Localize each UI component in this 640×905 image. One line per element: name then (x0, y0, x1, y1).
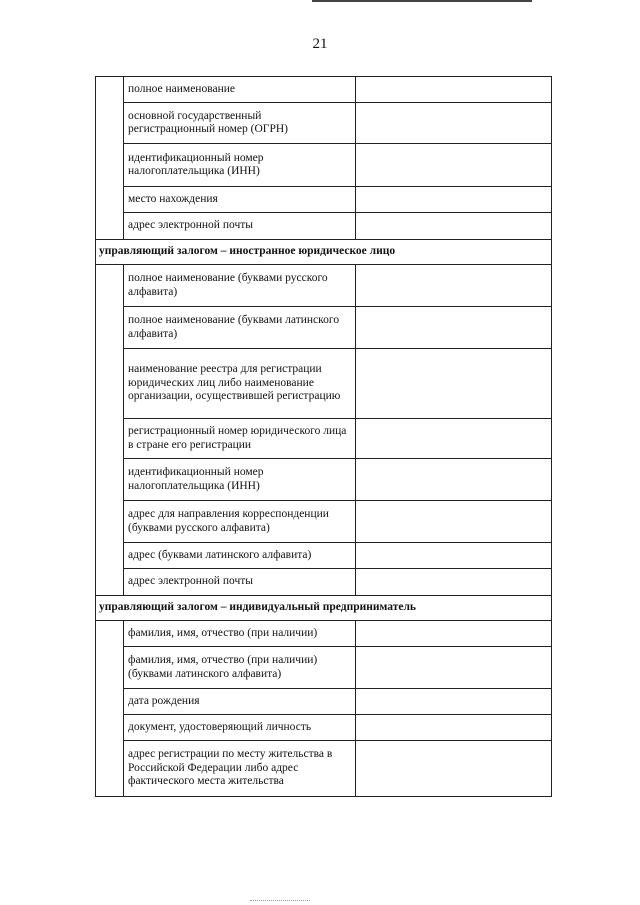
field-label: место нахождения (124, 187, 356, 213)
form-row (96, 77, 552, 103)
field-value[interactable] (356, 647, 552, 689)
section-heading-row (96, 240, 552, 265)
form-row (96, 647, 552, 689)
form-row (96, 741, 552, 797)
field-label: полное наименование (124, 77, 356, 103)
field-label: адрес регистрации по месту жительства в Российской Федерации либо адрес фактического места жительства (124, 741, 356, 797)
field-label: полное наименование (буквами русского алфавита) (124, 265, 356, 307)
form-body (96, 77, 552, 797)
field-label: полное наименование (буквами латинского алфавита) (124, 307, 356, 349)
form-row (96, 419, 552, 459)
field-label: идентификационный номер налогоплательщика (ИНН) (124, 459, 356, 501)
field-value[interactable] (356, 307, 552, 349)
form-row (96, 569, 552, 596)
field-label: фамилия, имя, отчество (при наличии) (124, 621, 356, 647)
group-indent-cell (96, 621, 124, 797)
field-value[interactable] (356, 569, 552, 596)
field-label: адрес для направления корреспонденции (буквами русского алфавита) (124, 501, 356, 543)
field-label: адрес электронной почты (124, 569, 356, 596)
form-row (96, 459, 552, 501)
field-label: дата рождения (124, 689, 356, 715)
field-value[interactable] (356, 144, 552, 187)
bottom-dots (250, 900, 310, 902)
section-heading: управляющий залогом – иностранное юридическое лицо (96, 240, 552, 265)
form-row (96, 501, 552, 543)
field-label: идентификационный номер налогоплательщика (ИНН) (124, 144, 356, 187)
form-row (96, 213, 552, 240)
field-label: основной государственный регистрационный номер (ОГРН) (124, 103, 356, 144)
field-value[interactable] (356, 621, 552, 647)
section-heading-row (96, 596, 552, 621)
field-label: фамилия, имя, отчество (при наличии) (буквами латинского алфавита) (124, 647, 356, 689)
field-value[interactable] (356, 459, 552, 501)
form-table (95, 76, 552, 797)
form-row (96, 187, 552, 213)
field-label: адрес электронной почты (124, 213, 356, 240)
field-value[interactable] (356, 77, 552, 103)
field-value[interactable] (356, 741, 552, 797)
field-label: наименование реестра для регистрации юридических лиц либо наименование организации, осуществившей регистрацию (124, 349, 356, 419)
top-rule (312, 0, 532, 2)
field-value[interactable] (356, 213, 552, 240)
field-value[interactable] (356, 349, 552, 419)
form-row (96, 689, 552, 715)
field-label: документ, удостоверяющий личность (124, 715, 356, 741)
field-label: адрес (буквами латинского алфавита) (124, 543, 356, 569)
field-value[interactable] (356, 265, 552, 307)
form-row (96, 349, 552, 419)
group-indent-cell (96, 77, 124, 240)
field-value[interactable] (356, 187, 552, 213)
page-number: 21 (312, 36, 328, 52)
form-row (96, 715, 552, 741)
form-row (96, 543, 552, 569)
section-heading: управляющий залогом – индивидуальный предприниматель (96, 596, 552, 621)
field-label: регистрационный номер юридического лица в стране его регистрации (124, 419, 356, 459)
form-row (96, 307, 552, 349)
field-value[interactable] (356, 419, 552, 459)
group-indent-cell (96, 265, 124, 596)
form-row (96, 144, 552, 187)
form-row (96, 103, 552, 144)
form-row (96, 621, 552, 647)
field-value[interactable] (356, 715, 552, 741)
field-value[interactable] (356, 543, 552, 569)
field-value[interactable] (356, 103, 552, 144)
field-value[interactable] (356, 501, 552, 543)
field-value[interactable] (356, 689, 552, 715)
form-row (96, 265, 552, 307)
